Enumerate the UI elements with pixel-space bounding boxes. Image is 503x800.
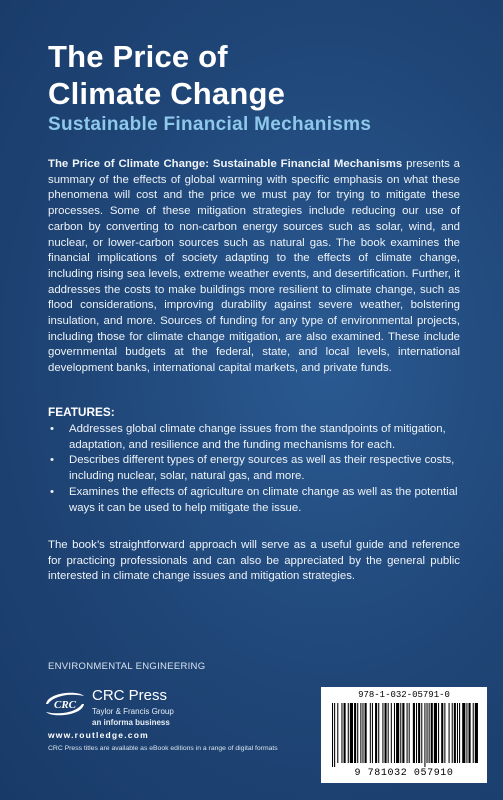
- feature-text: Addresses global climate change issues from the standpoints of mitigation, adaptation, and resilience and the funding mechanisms for each.: [69, 423, 446, 451]
- barcode-bar: [350, 703, 353, 763]
- bullet-icon: •: [50, 423, 54, 435]
- description-lead: The Price of Climate Change: Sustainable Financial Mechanisms: [48, 158, 403, 170]
- feature-item: [48, 453, 460, 484]
- barcode-bar: [402, 703, 404, 763]
- barcode-bar: [457, 703, 458, 763]
- closing-paragraph: The book’s straightforward approach will serve as a useful guide and reference for practicing professionals and can also be appreciated by the general public interested in climate change issues and mitigation strategies.: [48, 539, 460, 583]
- barcode-bar: [416, 703, 417, 763]
- barcode-bar: [378, 703, 379, 763]
- barcode-bar: [407, 703, 408, 763]
- barcode-bar: [473, 703, 474, 763]
- barcode-bar: [372, 703, 373, 763]
- feature-text: Describes different types of energy sources as well as their respective costs, including nuclear, solar, natural gas, and more.: [69, 454, 455, 483]
- barcode-bar: [475, 703, 478, 763]
- barcode-bar: [424, 703, 425, 767]
- title-line-2: Climate Change: [48, 76, 286, 111]
- feature-text: Examines the effects of agriculture on climate change as well as the potential ways it can be used to help mitigate the issue.: [69, 485, 458, 514]
- barcode-bar: [391, 703, 392, 763]
- barcode-bar: [394, 703, 395, 763]
- ebook-note: CRC Press titles are available as eBook editions in a range of digital formats: [48, 745, 278, 752]
- barcode-box: [321, 687, 487, 783]
- barcode-icon: [330, 703, 478, 767]
- features-heading: FEATURES:: [48, 405, 115, 419]
- features-list: [48, 422, 460, 516]
- barcode-bar: [459, 703, 460, 763]
- barcode-bar: [362, 703, 363, 763]
- barcode-bar: [360, 703, 361, 763]
- barcode-bar: [462, 703, 465, 763]
- barcode-bar: [466, 703, 467, 763]
- isbn-digits: 9 781032 057910: [354, 768, 454, 779]
- barcode-bar: [421, 703, 422, 763]
- crc-logo-text: CRC: [53, 699, 77, 711]
- publisher-website: www.routledge.com: [48, 730, 149, 740]
- barcode-bar: [375, 703, 377, 763]
- barcode-bar: [441, 703, 443, 763]
- barcode-bar: [431, 703, 433, 763]
- barcode-bar: [409, 703, 410, 763]
- description-paragraph: [48, 157, 460, 377]
- book-subtitle: Sustainable Financial Mechanisms: [48, 114, 372, 135]
- publisher-group: Taylor & Francis Group: [92, 707, 174, 716]
- barcode-bar: [370, 703, 371, 763]
- barcode-bar: [354, 703, 356, 763]
- barcode-bar: [444, 703, 445, 763]
- bullet-icon: •: [50, 454, 54, 467]
- barcode-bar: [334, 703, 335, 767]
- barcode-bar: [454, 703, 456, 763]
- barcode-bar: [434, 703, 437, 763]
- barcode-bar: [382, 703, 383, 763]
- barcode-bar: [438, 703, 439, 763]
- barcode-bar: [418, 703, 420, 763]
- barcode-bar: [357, 703, 358, 763]
- title-line-1: The Price of: [48, 39, 228, 74]
- category-label: ENVIRONMENTAL ENGINEERING: [48, 661, 206, 672]
- barcode-bar: [429, 703, 430, 763]
- barcode-bar: [452, 703, 453, 763]
- book-title: [48, 38, 285, 112]
- barcode-bar: [396, 703, 399, 763]
- crc-logo-icon: [42, 688, 88, 720]
- description-body: presents a summary of the effects of global warming with specific emphasis on what these phenomena will cost and the price we must pay for trying to mitigate these processes. Some of these mitigation strategies include reducing our use of carbon by converting to non-carbon energy sources such as solar, wind, and nuclear, or lower-carbon sources such as natural gas. The book examines the financial implications of society adapting to the effects of climate change, including rising sea levels, extreme weather events, and desertification. Further, it addresses the costs to make buildings more resilient to climate change, such as flood considerations, improving durability against severe weather, bolstering insulation, and more. Sources of funding for any type of environmental projects, including those for climate change mitigation, are also examined. These include governmental budgets at the federal, state, and local levels, international development banks, international capital markets, and private funds.: [48, 158, 461, 375]
- barcode-bar: [341, 703, 342, 763]
- barcode-bar: [365, 703, 367, 763]
- publisher-name: CRC Press: [92, 687, 168, 704]
- bullet-icon: •: [50, 485, 54, 498]
- barcode-bar: [344, 703, 346, 763]
- barcode-bar: [337, 703, 338, 763]
- barcode-bar: [427, 703, 428, 763]
- barcode-bar: [449, 703, 450, 763]
- barcode-bar: [400, 703, 401, 763]
- barcode-bar: [385, 703, 387, 763]
- barcode-bar: [388, 703, 389, 763]
- barcode-bar: [332, 703, 333, 767]
- barcode-bar: [469, 703, 471, 763]
- isbn-label: 978-1-032-05791-0: [358, 690, 450, 700]
- feature-item: [48, 422, 460, 453]
- feature-item: [48, 485, 460, 516]
- barcode-bar: [348, 703, 349, 763]
- barcode-bar: [413, 703, 415, 763]
- publisher-business: an informa business: [92, 718, 170, 727]
